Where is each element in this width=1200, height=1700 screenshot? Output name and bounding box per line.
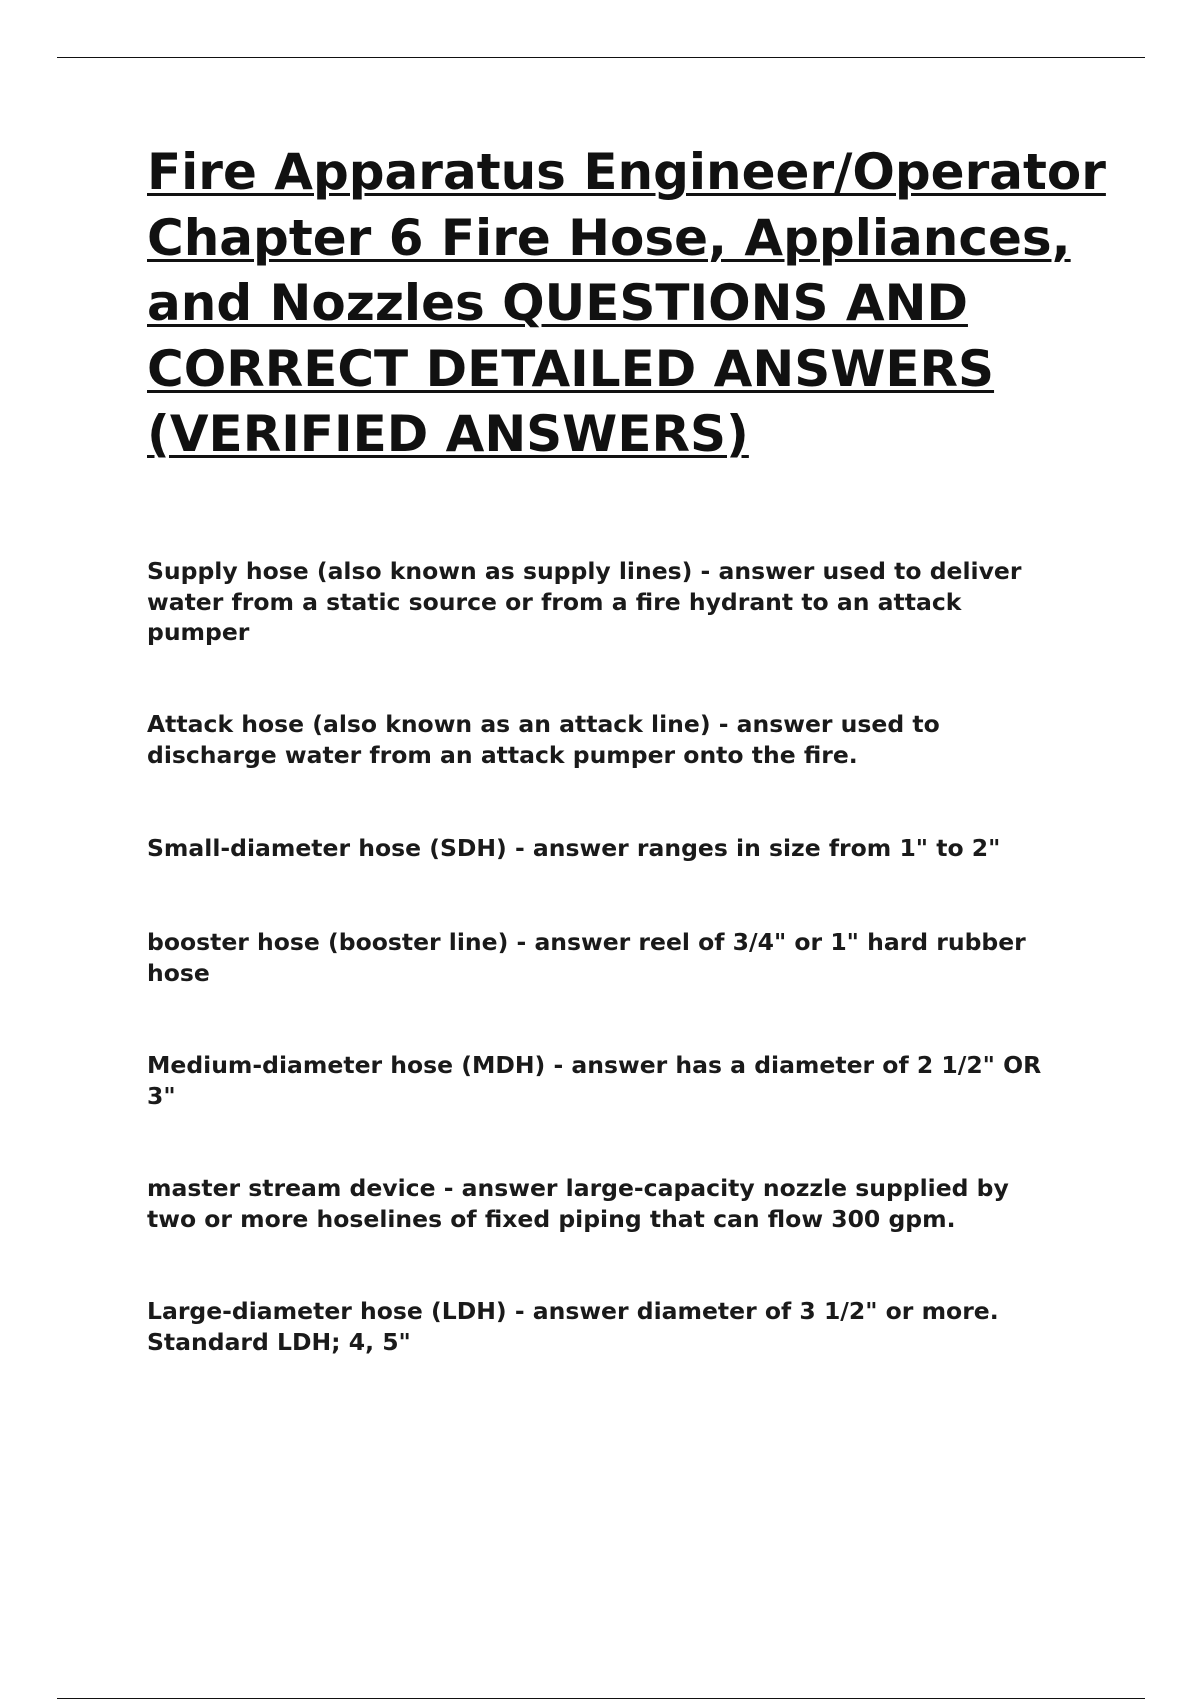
qa-item-small-diameter-hose: Small-diameter hose (SDH) - answer ranges in size from 1" to 2": [147, 834, 1001, 862]
qa-item-attack-hose: Attack hose (also known as an attack line) - answer used to discharge water from an attack pumper onto the fire.: [147, 710, 940, 769]
qa-item-large-diameter-hose: Large-diameter hose (LDH) - answer diameter of 3 1/2" or more. Standard LDH; 4, 5": [147, 1297, 999, 1356]
qa-item-booster-hose: booster hose (booster line) - answer reel of 3/4" or 1" hard rubber hose: [147, 928, 1026, 987]
qa-item-supply-hose: Supply hose (also known as supply lines) - answer used to deliver water from a static source or from a fire hydrant to an attack pumper: [147, 557, 1022, 646]
document-title: Fire Apparatus Engineer/Operator Chapter 6 Fire Hose, Appliances, and Nozzles QUESTIONS AND CORRECT DETAILED ANSWERS (VERIFIED ANSWERS): [147, 143, 1106, 463]
qa-item-medium-diameter-hose: Medium-diameter hose (MDH) - answer has a diameter of 2 1/2" OR 3": [147, 1051, 1042, 1110]
qa-item-master-stream-device: master stream device - answer large-capacity nozzle supplied by two or more hoselines of fixed piping that can flow 300 gpm.: [147, 1174, 1009, 1233]
top-divider: [57, 57, 1145, 58]
bottom-divider: [57, 1698, 1145, 1699]
